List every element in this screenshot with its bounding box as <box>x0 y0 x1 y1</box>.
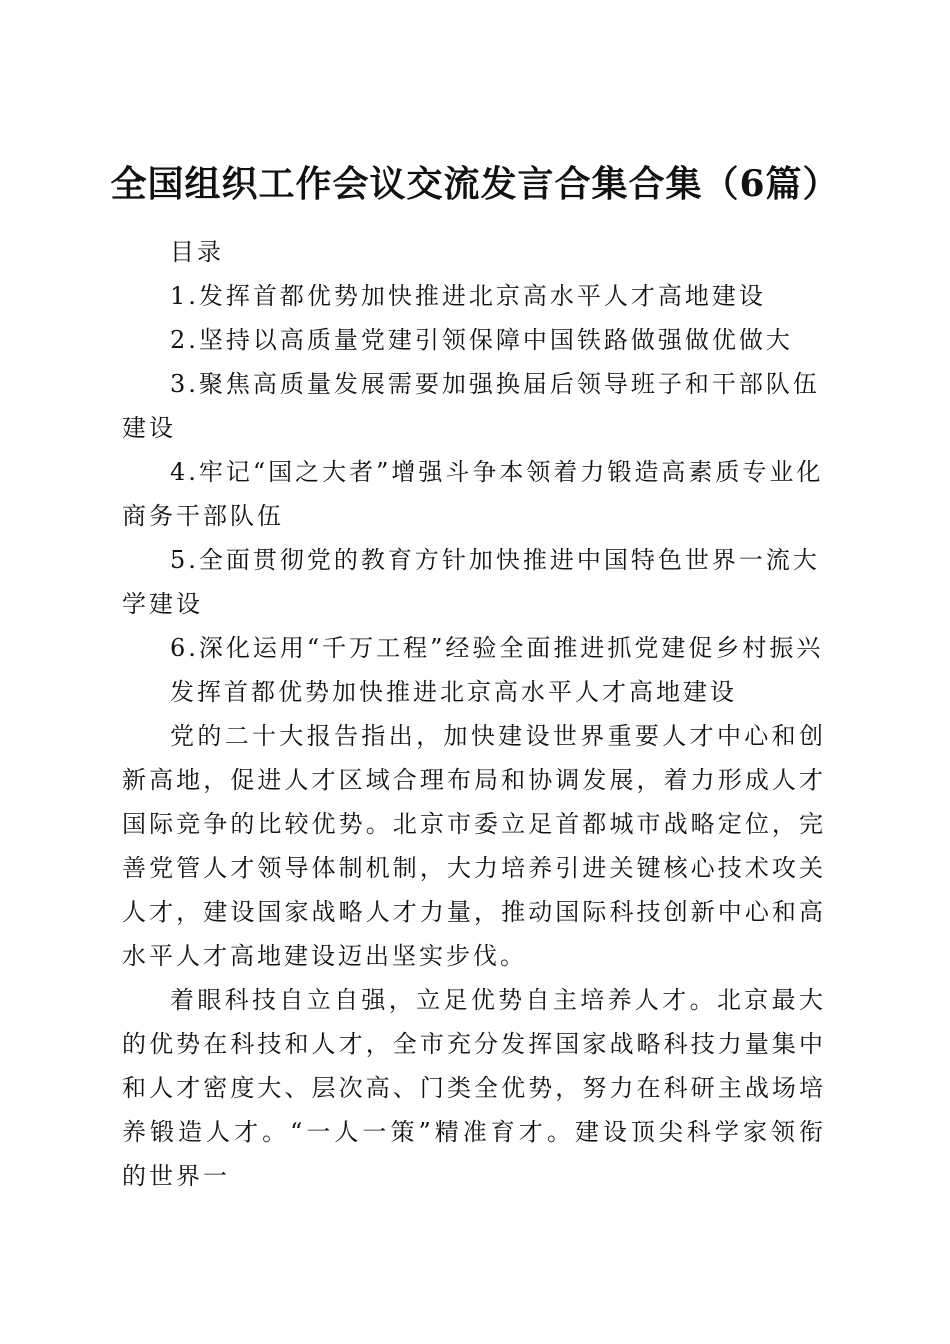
section-title: 发挥首都优势加快推进北京高水平人才高地建设 <box>170 678 737 706</box>
toc-item-6: 6.深化运用“千万工程”经验全面推进抓党建促乡村振兴 <box>170 634 824 662</box>
paragraph-1: 党的二十大报告指出，加快建设世界重要人才中心和创新高地，促进人才区域合理布局和协调发展，着力形成人才国际竞争的比较优势。北京市委立足首都城市战略定位，完善党管人才领导体制机制，大力培养引进关键核心技术攻关人才，建设国家战略人才力量，推动国际科技创新中心和高水平人才高地建设迈出坚实步伐。 <box>122 722 826 970</box>
toc-item-3: 3.聚焦高质量发展需要加强换届后领导班子和干部队伍建设 <box>122 370 820 442</box>
toc-item-1: 1.发挥首都优势加快推进北京高水平人才高地建设 <box>170 282 766 310</box>
document-title: 全国组织工作会议交流发言合集合集（6篇） <box>110 163 840 206</box>
toc-item-5: 5.全面贯彻党的教育方针加快推进中国特色世界一流大学建设 <box>122 546 820 618</box>
toc-heading: 目录 <box>170 238 224 266</box>
paragraph-2: 着眼科技自立自强，立足优势自主培养人才。北京最大的优势在科技和人才，全市充分发挥国家战略科技力量集中和人才密度大、层次高、门类全优势，努力在科研主战场培养锻造人才。“一人一策”精准育才。建设顶尖科学家领衔的世界一 <box>122 986 826 1190</box>
toc-item-4: 4.牢记“国之大者”增强斗争本领着力锻造高素质专业化商务干部队伍 <box>122 458 824 530</box>
toc-item-2: 2.坚持以高质量党建引领保障中国铁路做强做优做大 <box>170 326 793 354</box>
document-body <box>122 230 826 1198</box>
